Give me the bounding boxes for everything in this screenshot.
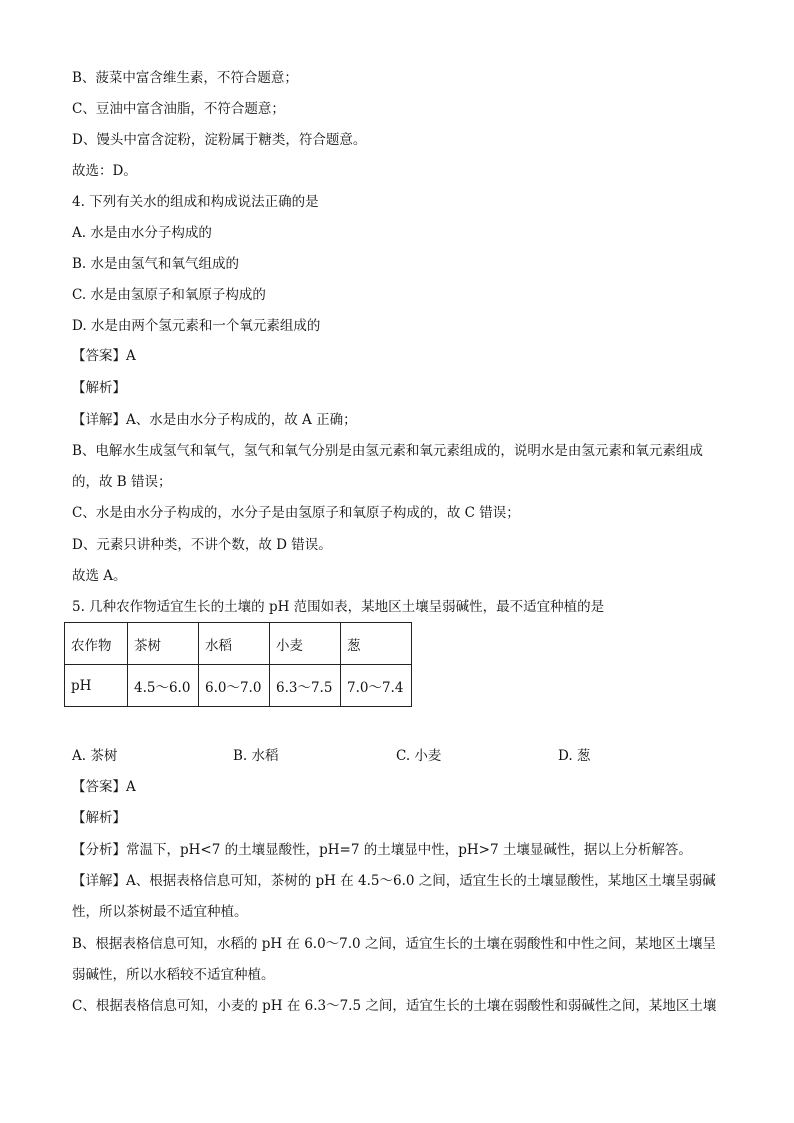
text-line: 【详解】A、根据表格信息可知，茶树的 pH 在 4.5～6.0 之间，适宜生长的土壤显酸性，某地区土壤呈弱碱 — [72, 873, 716, 889]
text-line: 的，故 B 错误； — [72, 474, 172, 490]
text-line: D、元素只讲种类，不讲个数，故 D 错误。 — [72, 537, 332, 553]
table-cell: 水稻 — [199, 623, 270, 665]
text-line: B、根据表格信息可知，水稻的 pH 在 6.0～7.0 之间，适宜生长的土壤在弱酸性和中性之间，某地区土壤呈 — [72, 936, 716, 952]
question-4-option-d: D. 水是由两个氢元素和一个氧元素组成的 — [72, 318, 321, 334]
table-cell: 7.0～7.4 — [341, 665, 412, 707]
table-cell: 茶树 — [128, 623, 199, 665]
table-row — [65, 623, 412, 665]
table-cell: 6.3～7.5 — [270, 665, 341, 707]
question-5-option-b: B. 水稻 — [233, 748, 279, 764]
analysis-label: 【解析】 — [72, 810, 126, 826]
table-cell: 小麦 — [270, 623, 341, 665]
text-line: B、菠菜中富含维生素，不符合题意； — [72, 70, 298, 86]
text-line: D、馒头中富含淀粉，淀粉属于糖类，符合题意。 — [72, 132, 367, 148]
text-line: 弱碱性，所以水稻较不适宜种植。 — [72, 967, 275, 983]
table-cell: 葱 — [341, 623, 412, 665]
table-cell: 4.5～6.0 — [128, 665, 199, 707]
analysis-label: 【解析】 — [72, 380, 126, 396]
question-4-option-a: A. 水是由水分子构成的 — [72, 225, 212, 241]
crop-ph-table — [64, 622, 412, 707]
text-line: 【详解】A、水是由水分子构成的，故 A 正确； — [72, 412, 357, 428]
table-cell: pH — [65, 665, 128, 707]
text-line: 故选 A。 — [72, 568, 127, 584]
text-line: B、电解水生成氢气和氧气，氢气和氧气分别是由氢元素和氧元素组成的，说明水是由氢元素和氧元素组成 — [72, 443, 703, 459]
table-cell: 6.0～7.0 — [199, 665, 270, 707]
text-line: 【分析】常温下，pH<7 的土壤显酸性，pH=7 的土壤显中性，pH>7 土壤显碱性，据以上分析解答。 — [72, 842, 692, 858]
text-line: 故选：D。 — [72, 163, 137, 179]
question-4-option-c: C. 水是由氢原子和氧原子构成的 — [72, 287, 266, 303]
text-line: 性，所以茶树最不适宜种植。 — [72, 904, 248, 920]
table-row — [65, 665, 412, 707]
text-line: C、根据表格信息可知，小麦的 pH 在 6.3～7.5 之间，适宜生长的土壤在弱酸性和弱碱性之间，某地区土壤 — [72, 998, 717, 1014]
answer-label: 【答案】A — [72, 779, 136, 795]
table-cell: 农作物 — [65, 623, 128, 665]
question-5-stem: 5. 几种农作物适宜生长的土壤的 pH 范围如表，某地区土壤呈弱碱性，最不适宜种植的是 — [72, 599, 605, 615]
question-5-option-a: A. 茶树 — [72, 748, 118, 764]
question-4-option-b: B. 水是由氢气和氧气组成的 — [72, 256, 240, 272]
text-line: C、豆油中富含油脂，不符合题意； — [72, 101, 285, 117]
question-4-stem: 4. 下列有关水的组成和构成说法正确的是 — [72, 194, 319, 210]
question-5-option-d: D. 葱 — [558, 748, 591, 764]
text-line: C、水是由水分子构成的，水分子是由氢原子和氧原子构成的，故 C 错误； — [72, 505, 520, 521]
answer-label: 【答案】A — [72, 348, 136, 364]
question-5-option-c: C. 小麦 — [396, 748, 442, 764]
